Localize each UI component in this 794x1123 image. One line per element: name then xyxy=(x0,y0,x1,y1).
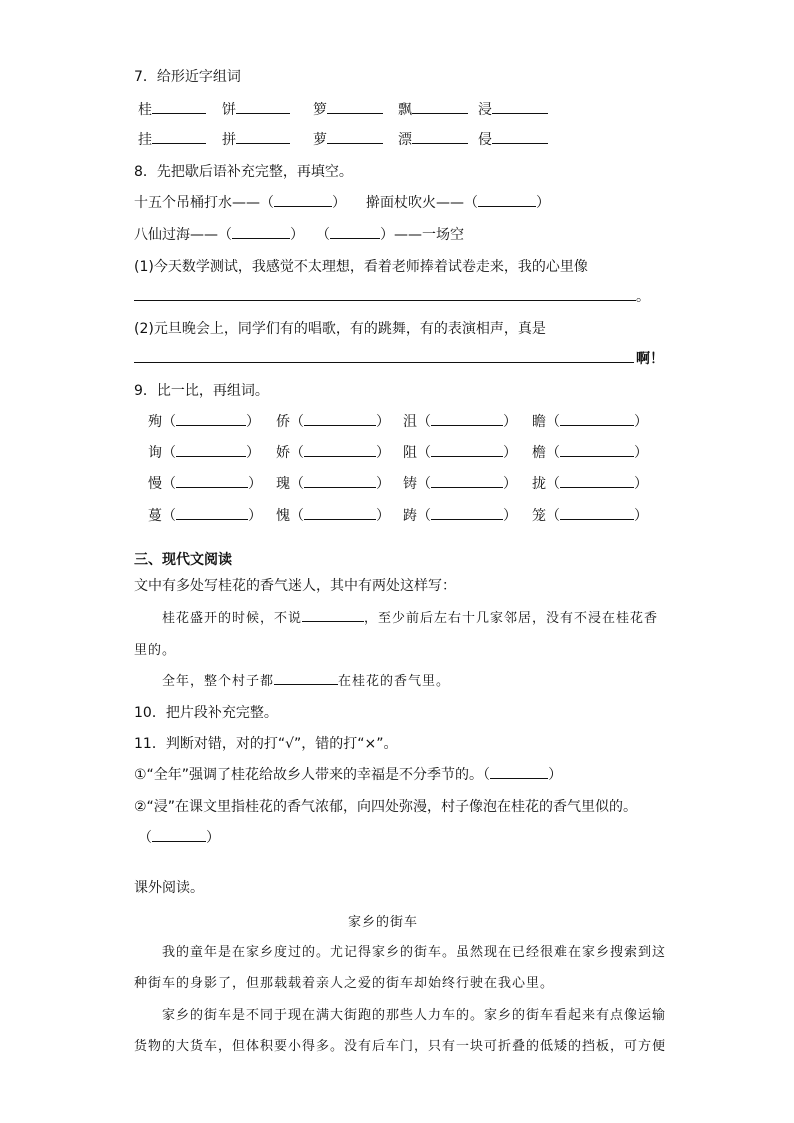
exclamation: 啊！ xyxy=(636,351,664,367)
q9-item: 蔓（ ） xyxy=(148,505,262,525)
answer-blank[interactable] xyxy=(431,505,503,520)
q9-item: 娇（ ） xyxy=(276,442,390,462)
quote-1-cont: 里的。 xyxy=(134,643,177,658)
q10-title: 10．把片段补充完整。 xyxy=(134,705,278,721)
q9-item: 瞻（ ） xyxy=(532,411,648,431)
answer-blank[interactable] xyxy=(560,505,634,520)
q8-title: 8．先把歇后语补充完整，再填空。 xyxy=(134,164,353,180)
q7-char: 萝 xyxy=(313,129,383,149)
answer-blank[interactable] xyxy=(274,192,332,207)
answer-blank[interactable] xyxy=(431,473,503,488)
answer-blank[interactable] xyxy=(304,442,376,457)
answer-blank[interactable] xyxy=(152,129,206,144)
answer-blank[interactable] xyxy=(560,442,634,457)
answer-blank[interactable] xyxy=(176,505,248,520)
passage-title: 家乡的街车 xyxy=(348,915,419,930)
answer-blank[interactable] xyxy=(327,129,383,144)
q9-item: 慢（ ） xyxy=(148,473,262,493)
section-heading: 三、现代文阅读 xyxy=(134,552,232,568)
answer-blank[interactable] xyxy=(236,129,290,144)
answer-blank[interactable] xyxy=(304,505,376,520)
q9-item: 阻（ ） xyxy=(403,442,517,462)
q7-char: 拼 xyxy=(222,129,290,149)
quote-1: 桂花盛开的时候，不说 ，至少前后左右十几家邻居，没有不浸在桂花香 xyxy=(162,607,658,626)
answer-blank[interactable] xyxy=(304,473,376,488)
answer-blank[interactable] xyxy=(152,99,206,114)
answer-blank[interactable] xyxy=(431,442,503,457)
passage-line: 我的童年是在家乡度过的。尤记得家乡的街车。虽然现在已经很难在家乡搜索到这 xyxy=(162,945,667,960)
q7-char: 漂 xyxy=(398,129,468,149)
answer-blank[interactable] xyxy=(560,473,634,488)
q9-item: 沮（ ） xyxy=(403,411,517,431)
q11-item-1: ①“全年”强调了桂花给故乡人带来的幸福是不分季节的。（ ） xyxy=(134,764,562,784)
q7-char: 挂 xyxy=(138,129,206,149)
q8-sentence-2: (2)元旦晚会上，同学们有的唱歌，有的跳舞，有的表演相声，真是 xyxy=(134,321,546,337)
quote-2: 全年，整个村子都 在桂花的香气里。 xyxy=(162,670,450,689)
q9-item: 檐（ ） xyxy=(532,442,648,462)
xiehouyu-2: 擀面杖吹火——（ ） xyxy=(366,192,550,212)
answer-blank[interactable] xyxy=(176,411,246,426)
q8-sentence-1: (1)今天数学测试，我感觉不太理想，看着老师捧着试卷走来，我的心里像 xyxy=(134,259,588,275)
period: 。 xyxy=(636,289,650,305)
answer-blank[interactable] xyxy=(152,827,206,842)
q7-char: 桂 xyxy=(138,99,206,119)
answer-blank[interactable] xyxy=(302,607,364,622)
q7-char: 浸 xyxy=(478,99,548,119)
answer-blank[interactable] xyxy=(412,129,468,144)
answer-blank[interactable] xyxy=(412,99,468,114)
q9-item: 侨（ ） xyxy=(276,411,390,431)
q9-item: 笼（ ） xyxy=(532,505,648,525)
q7-char: 饼 xyxy=(222,99,290,119)
xiehouyu-1: 十五个吊桶打水——（ ） xyxy=(134,192,346,212)
answer-blank[interactable] xyxy=(232,224,290,239)
q9-item: 瑰（ ） xyxy=(276,473,390,493)
q11-title: 11．判断对错，对的打“√”，错的打“×”。 xyxy=(134,736,398,752)
xiehouyu-4: （ ）——一场空 xyxy=(316,224,464,244)
section-intro: 文中有多处写桂花的香气迷人，其中有两处这样写： xyxy=(134,578,456,594)
xiehouyu-3: 八仙过海——（ ） xyxy=(134,224,304,244)
answer-blank[interactable] xyxy=(490,764,548,779)
passage-line: 货物的大货车，但体积要小得多。没有后车门，只有一块可折叠的低矮的挡板，可方便 xyxy=(134,1039,667,1054)
answer-blank[interactable] xyxy=(236,99,290,114)
answer-blank[interactable] xyxy=(492,99,548,114)
q9-title: 9．比一比，再组词。 xyxy=(134,383,269,399)
answer-blank[interactable] xyxy=(492,129,548,144)
q11-item-2-answer: （ ） xyxy=(138,827,220,847)
answer-blank[interactable] xyxy=(560,411,634,426)
q11-item-2: ②“浸”在课文里指桂花的香气浓郁，向四处弥漫，村子像泡在桂花的香气里似的。 xyxy=(134,799,638,815)
answer-blank[interactable] xyxy=(431,411,503,426)
q9-item: 铸（ ） xyxy=(403,473,517,493)
answer-blank[interactable] xyxy=(176,473,248,488)
q7-char: 侵 xyxy=(478,129,548,149)
q9-item: 拢（ ） xyxy=(532,473,648,493)
answer-line[interactable] xyxy=(134,300,636,301)
q9-item: 殉（ ） xyxy=(148,411,260,431)
answer-blank[interactable] xyxy=(176,442,246,457)
q7-title: 7．给形近字组词 xyxy=(134,69,241,85)
q9-item: 愧（ ） xyxy=(276,505,390,525)
extra-reading-label: 课外阅读。 xyxy=(134,880,204,896)
passage-line: 种街车的身影了，但那载载着亲人之爱的街车却始终行驶在我心里。 xyxy=(134,976,555,991)
q9-item: 询（ ） xyxy=(148,442,260,462)
passage-line: 家乡的街车是不同于现在满大街跑的那些人力车的。家乡的街车看起来有点像运输 xyxy=(162,1008,667,1023)
answer-blank[interactable] xyxy=(327,99,383,114)
q7-char: 箩 xyxy=(313,99,383,119)
q7-char: 飘 xyxy=(398,99,468,119)
answer-blank[interactable] xyxy=(478,192,536,207)
answer-blank[interactable] xyxy=(274,670,338,685)
q9-item: 踌（ ） xyxy=(403,505,517,525)
answer-blank[interactable] xyxy=(304,411,376,426)
answer-blank[interactable] xyxy=(330,224,380,239)
answer-line[interactable] xyxy=(134,362,634,363)
